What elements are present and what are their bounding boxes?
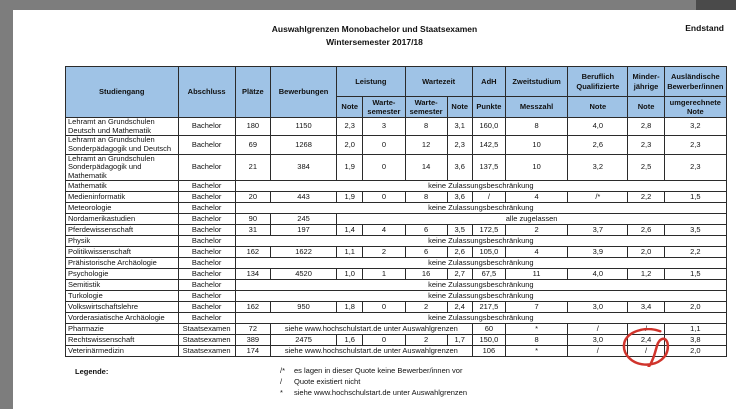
- span-cell: keine Zulassungsbeschränkung: [235, 291, 726, 302]
- abschluss-cell: Staatsexamen: [178, 346, 235, 357]
- value-cell: 172,5: [472, 225, 505, 236]
- abschluss-cell: Bachelor: [178, 181, 235, 192]
- subcol-leistung-wartesemester: Warte-semester: [363, 97, 405, 118]
- span-cell: siehe www.hochschulstart.de unter Auswahlgrenzen: [270, 346, 472, 357]
- value-cell: 150,0: [472, 335, 505, 346]
- abschluss-cell: Bachelor: [178, 136, 235, 154]
- value-cell: 197: [270, 225, 336, 236]
- table-row: [66, 313, 727, 324]
- value-cell: /: [628, 324, 664, 335]
- value-cell: 12: [405, 136, 447, 154]
- table-wrap: [65, 66, 729, 357]
- legend-items: [280, 365, 467, 398]
- value-cell: 162: [235, 302, 270, 313]
- abschluss-cell: Bachelor: [178, 258, 235, 269]
- abschluss-cell: Bachelor: [178, 313, 235, 324]
- span-cell: keine Zulassungsbeschränkung: [235, 236, 726, 247]
- studiengang-cell: Physik: [66, 236, 179, 247]
- value-cell: 2,3: [447, 136, 472, 154]
- studiengang-cell: Volkswirtschaftslehre: [66, 302, 179, 313]
- col-leistung: Leistung: [337, 67, 405, 97]
- abschluss-cell: Bachelor: [178, 192, 235, 203]
- subcol-minderjaehrige-note: Note: [628, 97, 664, 118]
- abschluss-cell: Bachelor: [178, 269, 235, 280]
- value-cell: 3: [363, 118, 405, 136]
- value-cell: 1,1: [664, 324, 726, 335]
- value-cell: 384: [270, 154, 336, 181]
- studiengang-cell: Lehramt an Grundschulen Sonderpädagogik und Deutsch: [66, 136, 179, 154]
- subcol-zweitstudium-messzahl: Messzahl: [505, 97, 567, 118]
- table-row: [66, 236, 727, 247]
- value-cell: 3,6: [447, 154, 472, 181]
- value-cell: 950: [270, 302, 336, 313]
- value-cell: 2,0: [664, 346, 726, 357]
- value-cell: 2,6: [568, 136, 628, 154]
- studiengang-cell: Meteorologie: [66, 203, 179, 214]
- subcol-wartezeit-wartesemester: Warte-semester: [405, 97, 447, 118]
- legend-text: Quote existiert nicht: [294, 377, 361, 386]
- value-cell: 2: [505, 225, 567, 236]
- subcol-wartezeit-note: Note: [447, 97, 472, 118]
- value-cell: 142,5: [472, 136, 505, 154]
- value-cell: 245: [270, 214, 336, 225]
- value-cell: 8: [505, 335, 567, 346]
- value-cell: 0: [363, 192, 405, 203]
- value-cell: 4: [363, 225, 405, 236]
- studiengang-cell: Pharmazie: [66, 324, 179, 335]
- auswahlgrenzen-table: [65, 66, 727, 357]
- value-cell: 137,5: [472, 154, 505, 181]
- value-cell: 3,0: [568, 335, 628, 346]
- value-cell: 2,7: [447, 269, 472, 280]
- table-row: [66, 203, 727, 214]
- value-cell: 1,7: [447, 335, 472, 346]
- value-cell: 162: [235, 247, 270, 258]
- value-cell: /: [472, 192, 505, 203]
- value-cell: 1,0: [337, 269, 363, 280]
- col-wartezeit: Wartezeit: [405, 67, 472, 97]
- span-cell: siehe www.hochschulstart.de unter Auswahlgrenzen: [270, 324, 472, 335]
- legend-symbol: /: [280, 377, 283, 386]
- abschluss-cell: Bachelor: [178, 154, 235, 181]
- value-cell: 31: [235, 225, 270, 236]
- value-cell: /: [568, 324, 628, 335]
- value-cell: 16: [405, 269, 447, 280]
- studiengang-cell: Turkologie: [66, 291, 179, 302]
- abschluss-cell: Bachelor: [178, 302, 235, 313]
- col-adh: AdH: [472, 67, 505, 97]
- value-cell: 1622: [270, 247, 336, 258]
- value-cell: 1,9: [337, 154, 363, 181]
- span-cell: keine Zulassungsbeschränkung: [235, 280, 726, 291]
- studiengang-cell: Lehramt an Grundschulen Deutsch und Mathematik: [66, 118, 179, 136]
- subcol-leistung-note: Note: [337, 97, 363, 118]
- value-cell: 67,5: [472, 269, 505, 280]
- value-cell: *: [505, 346, 567, 357]
- value-cell: 1,1: [337, 247, 363, 258]
- col-auslaendische: Ausländische Bewerber/innen: [664, 67, 726, 97]
- value-cell: 1,5: [664, 269, 726, 280]
- status-label: Endstand: [685, 23, 724, 33]
- col-plaetze: Plätze: [235, 67, 270, 118]
- table-body: [66, 118, 727, 357]
- value-cell: 2,3: [628, 136, 664, 154]
- value-cell: 4: [505, 247, 567, 258]
- abschluss-cell: Bachelor: [178, 236, 235, 247]
- value-cell: 0: [363, 302, 405, 313]
- value-cell: 2,3: [664, 136, 726, 154]
- studiengang-cell: Politikwissenschaft: [66, 247, 179, 258]
- studiengang-cell: Nordamerikastudien: [66, 214, 179, 225]
- value-cell: 8: [505, 118, 567, 136]
- value-cell: 0: [363, 136, 405, 154]
- value-cell: 0: [363, 335, 405, 346]
- value-cell: 2: [363, 247, 405, 258]
- table-row: [66, 225, 727, 236]
- value-cell: 3,7: [568, 225, 628, 236]
- page-title: [13, 23, 736, 49]
- table-row: [66, 302, 727, 313]
- value-cell: 1150: [270, 118, 336, 136]
- value-cell: 2,5: [628, 154, 664, 181]
- studiengang-cell: Psychologie: [66, 269, 179, 280]
- value-cell: 2,0: [664, 302, 726, 313]
- value-cell: 1,5: [664, 192, 726, 203]
- value-cell: /: [568, 346, 628, 357]
- span-cell: keine Zulassungsbeschränkung: [235, 203, 726, 214]
- table-row: [66, 192, 727, 203]
- studiengang-cell: Mathematik: [66, 181, 179, 192]
- value-cell: 4,0: [568, 269, 628, 280]
- document-page: [13, 10, 736, 409]
- abschluss-cell: Bachelor: [178, 203, 235, 214]
- value-cell: 2,3: [337, 118, 363, 136]
- value-cell: 3,4: [628, 302, 664, 313]
- value-cell: 8: [405, 192, 447, 203]
- value-cell: 105,0: [472, 247, 505, 258]
- col-bewerbungen: Bewerbungen: [270, 67, 336, 118]
- span-cell: keine Zulassungsbeschränkung: [235, 181, 726, 192]
- value-cell: 20: [235, 192, 270, 203]
- value-cell: 3,2: [664, 118, 726, 136]
- subcol-auslaendische-umgerechnete-note: umgerechnete Note: [664, 97, 726, 118]
- value-cell: 4: [505, 192, 567, 203]
- value-cell: 6: [405, 225, 447, 236]
- value-cell: 7: [505, 302, 567, 313]
- value-cell: 1,9: [337, 192, 363, 203]
- value-cell: 3,1: [447, 118, 472, 136]
- value-cell: 174: [235, 346, 270, 357]
- span-cell: keine Zulassungsbeschränkung: [235, 313, 726, 324]
- legend-label: Legende:: [75, 367, 109, 376]
- table-row: [66, 280, 727, 291]
- value-cell: 3,8: [664, 335, 726, 346]
- table-row: [66, 346, 727, 357]
- value-cell: 389: [235, 335, 270, 346]
- value-cell: 10: [505, 136, 567, 154]
- value-cell: 1,2: [628, 269, 664, 280]
- window-frame-left: [0, 10, 13, 409]
- value-cell: 217,5: [472, 302, 505, 313]
- studiengang-cell: Medieninformatik: [66, 192, 179, 203]
- value-cell: *: [505, 324, 567, 335]
- value-cell: 106: [472, 346, 505, 357]
- legend-symbol: /*: [280, 366, 286, 375]
- abschluss-cell: Bachelor: [178, 225, 235, 236]
- table-row: [66, 118, 727, 136]
- window-frame-top: [0, 0, 736, 10]
- value-cell: 2,6: [447, 247, 472, 258]
- value-cell: 2,0: [628, 247, 664, 258]
- value-cell: 60: [472, 324, 505, 335]
- value-cell: 2475: [270, 335, 336, 346]
- value-cell: 21: [235, 154, 270, 181]
- value-cell: 1268: [270, 136, 336, 154]
- table-row: [66, 335, 727, 346]
- studiengang-cell: Vorderasiatische Archäologie: [66, 313, 179, 324]
- abschluss-cell: Bachelor: [178, 118, 235, 136]
- legend-item: [280, 365, 467, 376]
- value-cell: /: [628, 346, 664, 357]
- value-cell: 4,0: [568, 118, 628, 136]
- value-cell: 1,8: [337, 302, 363, 313]
- value-cell: 2,0: [337, 136, 363, 154]
- value-cell: 10: [505, 154, 567, 181]
- subcol-adh-punkte: Punkte: [472, 97, 505, 118]
- table-row: [66, 291, 727, 302]
- col-beruflich-qualifizierte: Beruflich Qualifizierte: [568, 67, 628, 97]
- value-cell: 1,4: [337, 225, 363, 236]
- page-title-line2: Wintersemester 2017/18: [326, 36, 423, 47]
- window-frame-corner: [696, 0, 736, 10]
- value-cell: 0: [363, 154, 405, 181]
- table-row: [66, 214, 727, 225]
- value-cell: 1: [363, 269, 405, 280]
- value-cell: 2: [405, 302, 447, 313]
- value-cell: 1,6: [337, 335, 363, 346]
- value-cell: 2,3: [664, 154, 726, 181]
- studiengang-cell: Lehramt an Grundschulen Sonderpädagogik und Mathematik: [66, 154, 179, 181]
- table-row: [66, 247, 727, 258]
- abschluss-cell: Staatsexamen: [178, 324, 235, 335]
- value-cell: 180: [235, 118, 270, 136]
- table-row: [66, 258, 727, 269]
- subcol-beruflich-note: Note: [568, 97, 628, 118]
- table-row: [66, 269, 727, 280]
- col-studiengang: Studiengang: [66, 67, 179, 118]
- col-minderjaehrige: Minder-jährige: [628, 67, 664, 97]
- table-row: [66, 136, 727, 154]
- studiengang-cell: Prähistorische Archäologie: [66, 258, 179, 269]
- value-cell: 3,5: [664, 225, 726, 236]
- value-cell: 443: [270, 192, 336, 203]
- abschluss-cell: Staatsexamen: [178, 335, 235, 346]
- value-cell: 69: [235, 136, 270, 154]
- abschluss-cell: Bachelor: [178, 247, 235, 258]
- legend-item: [280, 387, 467, 398]
- studiengang-cell: Semitistik: [66, 280, 179, 291]
- table-row: [66, 154, 727, 181]
- legend-symbol: *: [280, 388, 283, 397]
- value-cell: 4520: [270, 269, 336, 280]
- abschluss-cell: Bachelor: [178, 280, 235, 291]
- value-cell: 3,2: [568, 154, 628, 181]
- value-cell: 11: [505, 269, 567, 280]
- legend-item: [280, 376, 467, 387]
- page-title-line1: Auswahlgrenzen Monobachelor und Staatsexamen: [271, 24, 478, 34]
- value-cell: /*: [568, 192, 628, 203]
- legend-text: siehe www.hochschulstart.de unter Auswahlgrenzen: [294, 388, 468, 397]
- value-cell: 2,4: [447, 302, 472, 313]
- value-cell: 14: [405, 154, 447, 181]
- value-cell: 3,6: [447, 192, 472, 203]
- studiengang-cell: Rechtswissenschaft: [66, 335, 179, 346]
- table-header: [66, 67, 727, 118]
- value-cell: 90: [235, 214, 270, 225]
- span-cell: keine Zulassungsbeschränkung: [235, 258, 726, 269]
- value-cell: 3,9: [568, 247, 628, 258]
- abschluss-cell: Bachelor: [178, 214, 235, 225]
- value-cell: 2,4: [628, 335, 664, 346]
- value-cell: 72: [235, 324, 270, 335]
- value-cell: 8: [405, 118, 447, 136]
- value-cell: 2,6: [628, 225, 664, 236]
- span-cell: alle zugelassen: [337, 214, 727, 225]
- studiengang-cell: Veterinärmedizin: [66, 346, 179, 357]
- value-cell: 3,0: [568, 302, 628, 313]
- abschluss-cell: Bachelor: [178, 291, 235, 302]
- value-cell: 160,0: [472, 118, 505, 136]
- value-cell: 3,5: [447, 225, 472, 236]
- value-cell: 2,8: [628, 118, 664, 136]
- value-cell: 2: [405, 335, 447, 346]
- value-cell: 2,2: [628, 192, 664, 203]
- value-cell: 134: [235, 269, 270, 280]
- table-row: [66, 324, 727, 335]
- col-zweitstudium: Zweitstudium: [505, 67, 567, 97]
- legend-text: es lagen in dieser Quote keine Bewerber/innen vor: [294, 366, 463, 375]
- value-cell: 2,2: [664, 247, 726, 258]
- studiengang-cell: Pferdewissenschaft: [66, 225, 179, 236]
- col-abschluss: Abschluss: [178, 67, 235, 118]
- table-row: [66, 181, 727, 192]
- value-cell: 6: [405, 247, 447, 258]
